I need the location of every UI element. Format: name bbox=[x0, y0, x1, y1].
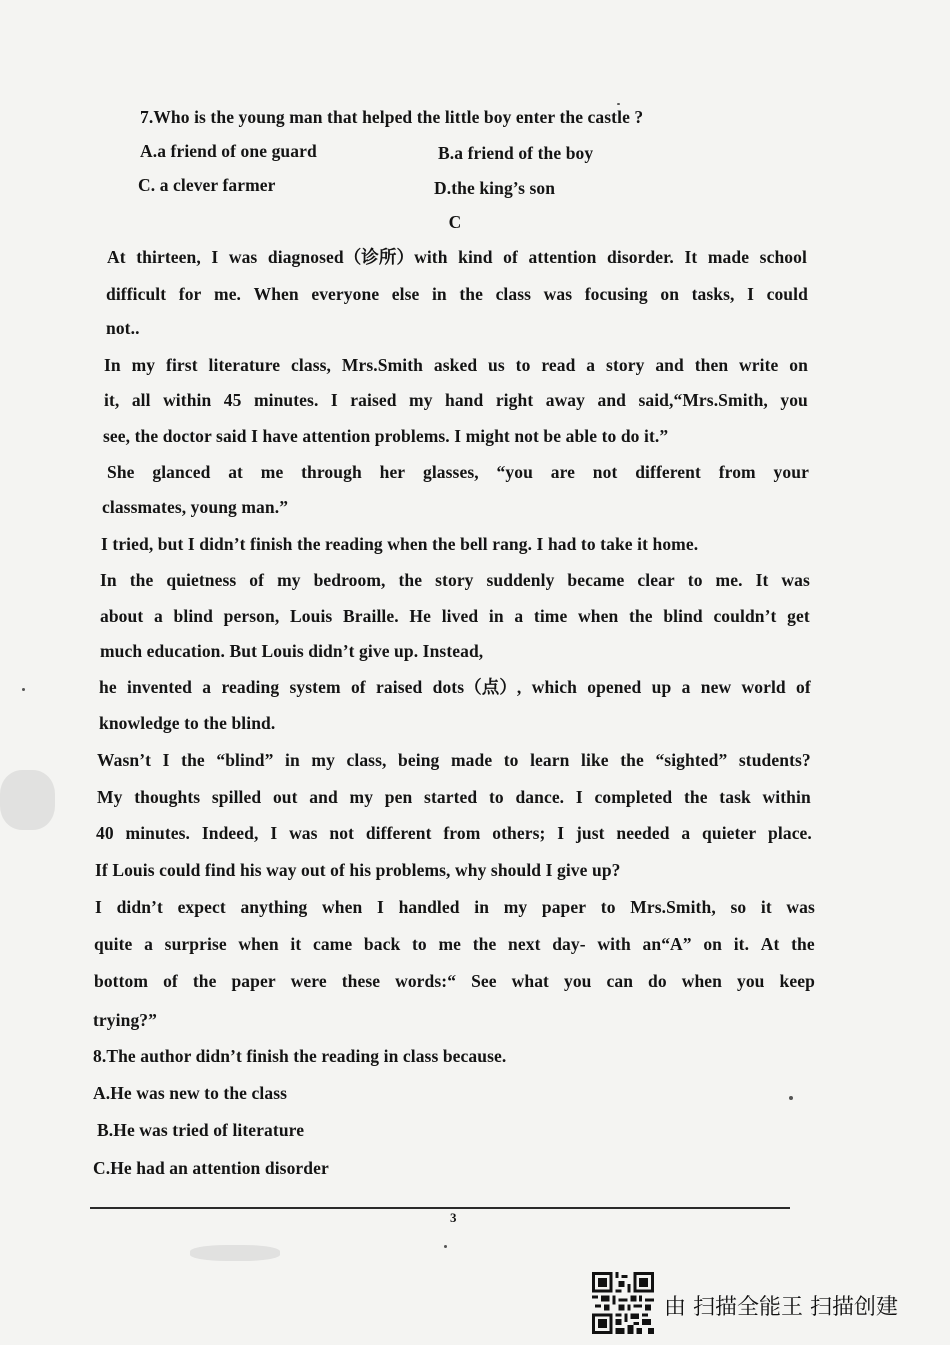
passage-word: “you bbox=[496, 462, 533, 482]
scan-smudge bbox=[190, 1245, 280, 1261]
passage-word: to bbox=[412, 934, 427, 954]
footer-rule bbox=[90, 1207, 790, 1209]
passage-word: when bbox=[578, 606, 619, 626]
passage-word: it bbox=[290, 934, 302, 954]
passage-word: through bbox=[301, 462, 362, 482]
passage-word: on bbox=[789, 355, 808, 375]
passage-word: in bbox=[431, 284, 447, 304]
passage-word: on bbox=[660, 284, 680, 304]
passage-word: hand bbox=[445, 390, 484, 410]
passage-word: which bbox=[531, 677, 577, 697]
passage-word: opened bbox=[587, 677, 642, 697]
passage-word: students? bbox=[738, 750, 811, 770]
passage-word: “sighted” bbox=[655, 750, 728, 770]
passage-word: made bbox=[707, 247, 750, 267]
passage-word: my bbox=[503, 897, 528, 917]
passage-word: new bbox=[700, 677, 732, 697]
section-c-heading: C bbox=[448, 212, 462, 232]
passage-word: completed bbox=[594, 787, 673, 807]
passage-word: suddenly bbox=[486, 570, 555, 590]
scan-speck bbox=[789, 1096, 793, 1100]
passage-word: me bbox=[260, 462, 284, 482]
passage-word: class, bbox=[291, 355, 331, 375]
passage-word: lived bbox=[441, 606, 479, 626]
passage-word: a bbox=[681, 823, 691, 843]
scanner-watermark-text: 由 扫描全能王 扫描创建 bbox=[664, 1295, 898, 1320]
passage-word: the bbox=[620, 750, 644, 770]
passage-word: else bbox=[391, 284, 420, 304]
passage-word: I bbox=[211, 247, 219, 267]
passage-line bbox=[96, 822, 812, 844]
passage-word: my bbox=[409, 390, 433, 410]
question-8-option-c: C.He had an attention disorder bbox=[93, 1158, 329, 1178]
passage-word: from bbox=[443, 823, 481, 843]
passage-line: trying?” bbox=[93, 1010, 157, 1030]
passage-word: school bbox=[759, 247, 807, 267]
passage-word: a bbox=[153, 606, 163, 626]
passage-word: these bbox=[341, 971, 381, 991]
passage-word: I bbox=[162, 750, 170, 770]
passage-word: my bbox=[277, 570, 301, 590]
passage-word: raised bbox=[376, 677, 423, 697]
scan-smudge bbox=[0, 770, 55, 830]
passage-word: back bbox=[363, 934, 401, 954]
passage-word: the bbox=[129, 570, 154, 590]
question-7-option-b: B.a friend of the boy bbox=[438, 143, 594, 163]
passage-word: with bbox=[597, 934, 631, 954]
passage-word: it, bbox=[104, 390, 120, 410]
passage-word: right bbox=[495, 390, 534, 410]
qr-code-icon bbox=[592, 1272, 654, 1334]
passage-word: different bbox=[365, 823, 432, 843]
passage-word: quite bbox=[94, 934, 133, 954]
passage-word: blind bbox=[663, 606, 703, 626]
passage-word: glanced bbox=[152, 462, 211, 482]
passage-word: couldn’t bbox=[713, 606, 777, 626]
passage-word: it. bbox=[733, 934, 750, 954]
passage-word: and bbox=[309, 787, 338, 807]
passage-word: raised bbox=[350, 390, 397, 410]
passage-word: being bbox=[398, 750, 440, 770]
passage-word: story bbox=[606, 355, 645, 375]
passage-word: It bbox=[684, 247, 698, 267]
passage-word: the bbox=[683, 787, 708, 807]
passage-line: If Louis could find his way out of his problems, why should I give up? bbox=[95, 860, 621, 880]
passage-line bbox=[104, 354, 808, 376]
passage-word: quieter bbox=[702, 823, 757, 843]
passage-word: Indeed, bbox=[201, 823, 259, 843]
passage-word: my bbox=[311, 750, 335, 770]
passage-word: first bbox=[166, 355, 198, 375]
passage-word: at bbox=[228, 462, 243, 482]
passage-word: the bbox=[192, 971, 217, 991]
passage-word: anything bbox=[240, 897, 308, 917]
passage-word: to bbox=[488, 787, 504, 807]
passage-line bbox=[95, 896, 815, 918]
passage-word: dots（点）, bbox=[432, 677, 522, 697]
question-7-option-d: D.the king’s son bbox=[434, 178, 556, 198]
passage-word: me. bbox=[214, 284, 242, 304]
passage-word: bottom bbox=[94, 971, 149, 991]
passage-word: so bbox=[730, 897, 747, 917]
passage-word: us bbox=[488, 355, 505, 375]
passage-line: see, the doctor said I have attention problems. I might not be able to do it.” bbox=[103, 426, 669, 446]
passage-word: story bbox=[435, 570, 474, 590]
passage-word: invented bbox=[127, 677, 192, 697]
passage-word: was bbox=[786, 897, 815, 917]
passage-word: the bbox=[791, 934, 815, 954]
passage-word: others; bbox=[492, 823, 546, 843]
passage-word: me bbox=[438, 934, 462, 954]
question-7-stem: 7.Who is the young man that helped the little boy enter the castle ? bbox=[140, 107, 644, 127]
passage-word: became bbox=[567, 570, 625, 590]
passage-word: diagnosed（诊所）with bbox=[267, 247, 448, 267]
passage-word: class, bbox=[346, 750, 387, 770]
passage-word: you bbox=[780, 390, 808, 410]
passage-word: of bbox=[163, 971, 178, 991]
passage-word: my bbox=[131, 355, 156, 375]
passage-word: 45 bbox=[223, 390, 242, 410]
passage-word: difficult bbox=[106, 284, 167, 304]
passage-word: clear bbox=[637, 570, 675, 590]
passage-word: attention bbox=[528, 247, 597, 267]
passage-word: on bbox=[703, 934, 723, 954]
question-7-option-a: A.a friend of one guard bbox=[140, 141, 317, 161]
passage-word: class bbox=[495, 284, 532, 304]
passage-line bbox=[97, 786, 811, 808]
passage-word: At bbox=[107, 247, 126, 267]
passage-word: place. bbox=[768, 823, 812, 843]
passage-word: My bbox=[97, 787, 123, 807]
passage-word: when bbox=[681, 971, 722, 991]
passage-word: See bbox=[471, 971, 497, 991]
passage-line bbox=[104, 389, 808, 411]
passage-word: my bbox=[349, 787, 374, 807]
passage-word: different bbox=[635, 462, 701, 482]
passage-word: glasses, bbox=[422, 462, 479, 482]
passage-word: a bbox=[202, 677, 212, 697]
passage-word: to bbox=[515, 355, 531, 375]
passage-word: started bbox=[424, 787, 478, 807]
passage-word: bedroom, bbox=[313, 570, 386, 590]
passage-word: paper bbox=[231, 971, 276, 991]
passage-word: then bbox=[694, 355, 729, 375]
passage-word: from bbox=[718, 462, 756, 482]
passage-word: your bbox=[773, 462, 809, 482]
passage-word: expect bbox=[177, 897, 226, 917]
passage-word: didn’t bbox=[116, 897, 163, 917]
passage-word: I bbox=[95, 897, 102, 917]
passage-word: needed bbox=[616, 823, 670, 843]
passage-word: Wasn’t bbox=[97, 750, 152, 770]
passage-word: to bbox=[687, 570, 703, 590]
passage-word: time bbox=[533, 606, 568, 626]
passage-line bbox=[94, 970, 815, 992]
passage-line: not.. bbox=[106, 318, 140, 338]
passage-word: were bbox=[290, 971, 327, 991]
passage-word: In bbox=[100, 570, 117, 590]
passage-word: I bbox=[270, 823, 278, 843]
passage-word: to bbox=[503, 750, 519, 770]
passage-word: spilled bbox=[211, 787, 262, 807]
passage-word: thirteen, bbox=[136, 247, 201, 267]
scan-speck bbox=[444, 1245, 447, 1248]
scanner-watermark bbox=[592, 1272, 932, 1334]
passage-word: world bbox=[741, 677, 786, 697]
passage-word: not bbox=[329, 823, 355, 843]
passage-word: was bbox=[228, 247, 258, 267]
passage-word: write bbox=[739, 355, 779, 375]
passage-line: I tried, but I didn’t finish the reading when the bell rang. I had to take it home. bbox=[101, 534, 699, 554]
passage-word: away bbox=[545, 390, 586, 410]
passage-word: learn bbox=[530, 750, 570, 770]
passage-word: a bbox=[514, 606, 524, 626]
passage-word: day- bbox=[552, 934, 586, 954]
passage-word: 40 bbox=[96, 823, 114, 843]
passage-word: when bbox=[322, 897, 363, 917]
passage-word: surprise bbox=[164, 934, 227, 954]
passage-word: reading bbox=[221, 677, 280, 697]
passage-line bbox=[97, 749, 811, 771]
passage-word: of bbox=[503, 247, 518, 267]
passage-word: came bbox=[312, 934, 353, 954]
passage-word: just bbox=[575, 823, 605, 843]
passage-word: focusing bbox=[584, 284, 648, 304]
scan-speck bbox=[22, 688, 25, 691]
passage-word: all bbox=[131, 390, 151, 410]
passage-word: “blind” bbox=[216, 750, 274, 770]
passage-word: thoughts bbox=[134, 787, 201, 807]
passage-word: a bbox=[144, 934, 153, 954]
passage-word: you bbox=[736, 971, 765, 991]
passage-word: quietness bbox=[166, 570, 237, 590]
passage-word: everyone bbox=[311, 284, 380, 304]
passage-word: She bbox=[107, 462, 135, 482]
question-7-option-c: C. a clever farmer bbox=[138, 175, 276, 195]
passage-word: He bbox=[409, 606, 431, 626]
passage-word: and bbox=[655, 355, 684, 375]
passage-word: I bbox=[376, 897, 384, 917]
passage-word: minutes. bbox=[253, 390, 319, 410]
passage-word: kind bbox=[458, 247, 493, 267]
passage-word: paper bbox=[541, 897, 587, 917]
passage-word: pen bbox=[384, 787, 413, 807]
passage-word: keep bbox=[779, 971, 815, 991]
passage-word: the bbox=[181, 750, 205, 770]
passage-word: Braille. bbox=[343, 606, 399, 626]
passage-word: it bbox=[760, 897, 772, 917]
passage-word: and bbox=[597, 390, 626, 410]
passage-word: dance. bbox=[515, 787, 565, 807]
passage-word: tasks, bbox=[691, 284, 735, 304]
passage-word: the bbox=[398, 570, 423, 590]
passage-word: was bbox=[289, 823, 318, 843]
passage-word: about bbox=[100, 606, 144, 626]
passage-word: are bbox=[550, 462, 575, 482]
passage-word: It bbox=[755, 570, 769, 590]
passage-word: When bbox=[253, 284, 299, 304]
passage-word: within bbox=[163, 390, 212, 410]
passage-word: At bbox=[760, 934, 780, 954]
passage-word: could bbox=[766, 284, 808, 304]
passage-word: he bbox=[99, 677, 117, 697]
passage-line: much education. But Louis didn’t give up. Instead, bbox=[100, 641, 484, 661]
question-8-stem: 8.The author didn’t finish the reading in class because. bbox=[93, 1046, 507, 1066]
passage-word: Mrs.Smith, bbox=[630, 897, 716, 917]
scan-speck bbox=[617, 103, 620, 105]
passage-word: next bbox=[508, 934, 541, 954]
passage-line: classmates, young man.” bbox=[102, 497, 289, 517]
passage-line bbox=[106, 283, 808, 305]
question-8-option-a: A.He was new to the class bbox=[93, 1083, 288, 1103]
passage-word: out bbox=[272, 787, 298, 807]
passage-word: blind bbox=[173, 606, 213, 626]
passage-word: handled bbox=[398, 897, 460, 917]
passage-word: of bbox=[249, 570, 265, 590]
passage-word: read bbox=[541, 355, 576, 375]
passage-line bbox=[107, 246, 807, 268]
passage-word: me. bbox=[715, 570, 743, 590]
passage-word: was bbox=[543, 284, 573, 304]
passage-word: her bbox=[379, 462, 406, 482]
passage-word: disorder. bbox=[607, 247, 674, 267]
passage-word: for bbox=[178, 284, 202, 304]
page-number: 3 bbox=[450, 1210, 457, 1225]
passage-word: person, bbox=[223, 606, 280, 626]
passage-word: can bbox=[606, 971, 634, 991]
passage-line bbox=[99, 676, 811, 698]
passage-word: Mrs.Smith bbox=[341, 355, 423, 375]
passage-word: get bbox=[787, 606, 810, 626]
passage-word: when bbox=[238, 934, 279, 954]
passage-word: Louis bbox=[289, 606, 333, 626]
passage-word: in bbox=[474, 897, 490, 917]
passage-word: literature bbox=[208, 355, 281, 375]
passage-word: to bbox=[600, 897, 616, 917]
passage-word: you bbox=[563, 971, 592, 991]
passage-word: minutes. bbox=[125, 823, 191, 843]
passage-line bbox=[100, 605, 810, 627]
passage-word: up bbox=[651, 677, 672, 697]
passage-word: what bbox=[511, 971, 549, 991]
passage-word: of bbox=[350, 677, 366, 697]
passage-word: a bbox=[681, 677, 691, 697]
passage-word: I bbox=[330, 390, 338, 410]
passage-word: the bbox=[472, 934, 497, 954]
passage-word: was bbox=[781, 570, 810, 590]
passage-word: system bbox=[289, 677, 341, 697]
question-8-option-b: B.He was tried of literature bbox=[97, 1120, 305, 1140]
passage-word: within bbox=[762, 787, 811, 807]
passage-line bbox=[100, 569, 810, 591]
passage-word: words:“ bbox=[395, 971, 457, 991]
passage-word: In bbox=[104, 355, 121, 375]
passage-line bbox=[94, 933, 815, 955]
passage-word: asked bbox=[433, 355, 478, 375]
passage-word: in bbox=[285, 750, 300, 770]
passage-word: a bbox=[586, 355, 596, 375]
passage-word: I bbox=[575, 787, 583, 807]
passage-word: said,“Mrs.Smith, bbox=[638, 390, 768, 410]
passage-word: the bbox=[628, 606, 653, 626]
passage-word: do bbox=[648, 971, 667, 991]
passage-word: not bbox=[592, 462, 618, 482]
passage-word: task bbox=[719, 787, 751, 807]
passage-word: made bbox=[450, 750, 493, 770]
passage-word: like bbox=[581, 750, 609, 770]
passage-word: an“A” bbox=[642, 934, 692, 954]
passage-line bbox=[107, 461, 809, 483]
passage-line: knowledge to the blind. bbox=[99, 713, 276, 733]
passage-word: I bbox=[557, 823, 565, 843]
passage-word: I bbox=[747, 284, 755, 304]
passage-word: the bbox=[459, 284, 483, 304]
passage-word: of bbox=[796, 677, 811, 697]
passage-word: in bbox=[488, 606, 504, 626]
